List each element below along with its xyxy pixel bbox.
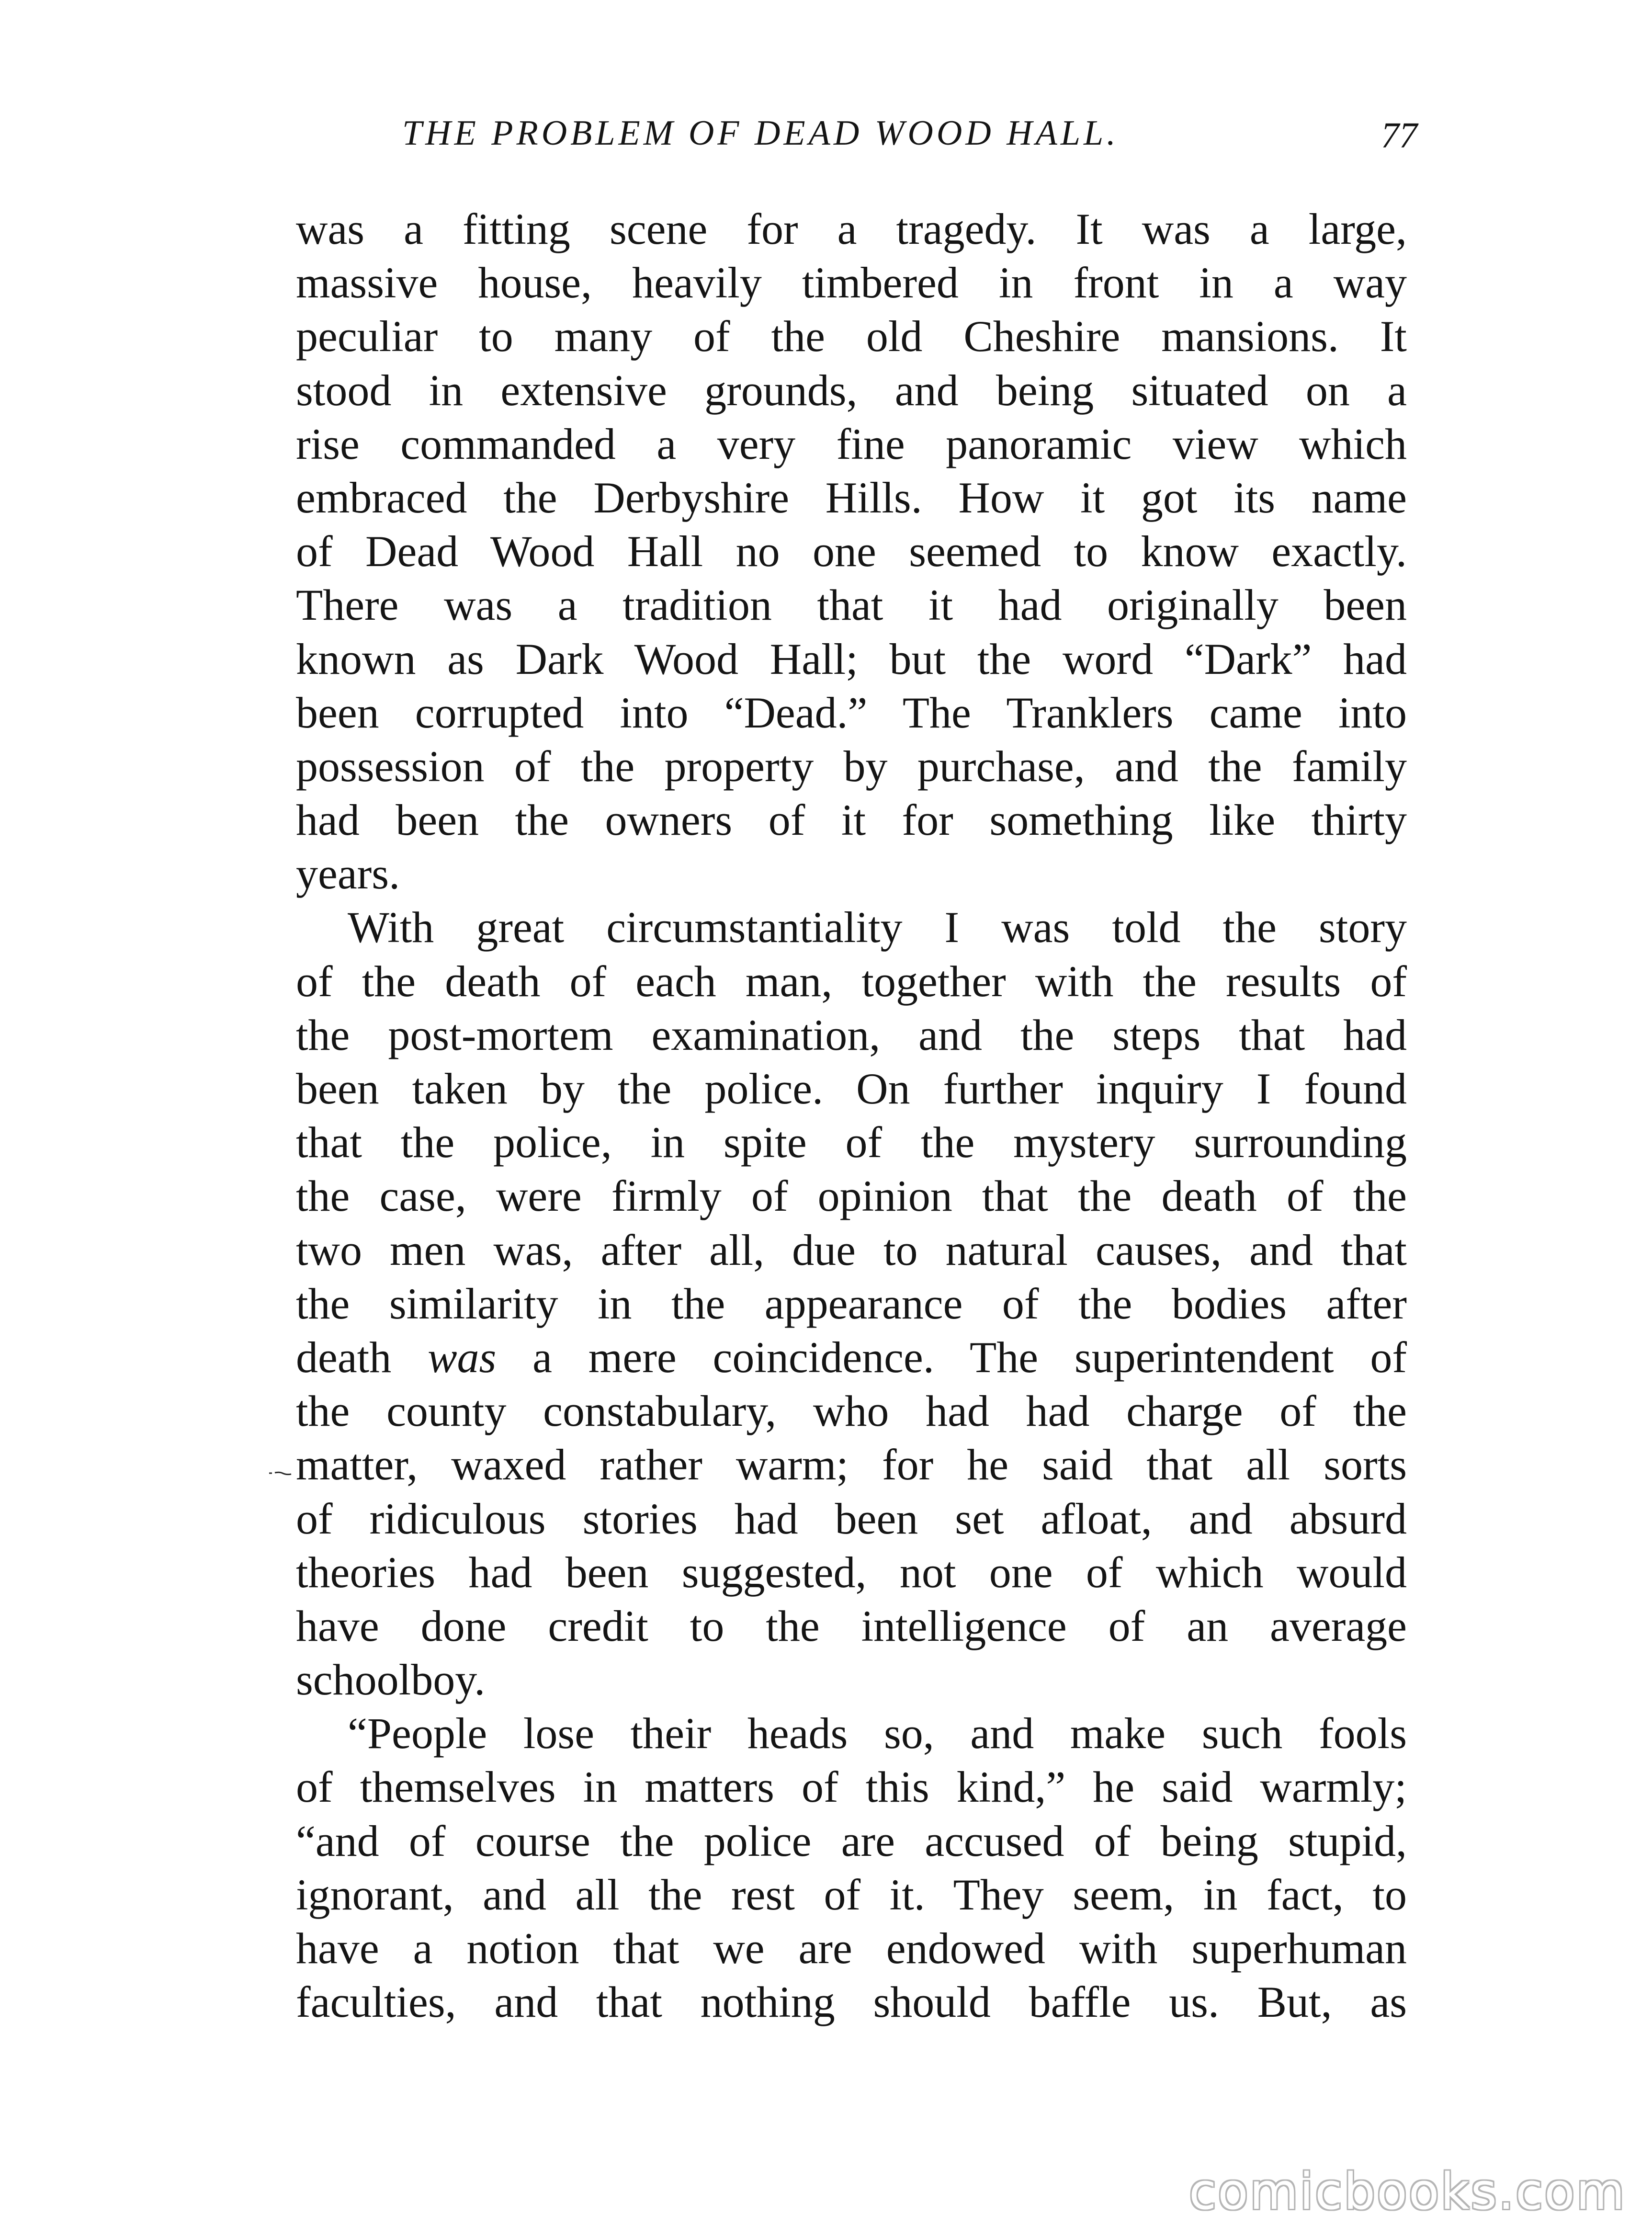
text-line: possession of the property by purchase, and the family <box>296 741 1407 791</box>
text-line: stood in extensive grounds, and being situated on a <box>296 365 1407 415</box>
text-line: have a notion that we are endowed with superhuman <box>296 1924 1407 1973</box>
text-line: had been the owners of it for something like thirty <box>296 795 1407 845</box>
text-line: of themselves in matters of this kind,” he said warmly; <box>296 1762 1407 1812</box>
italic-emphasis: was <box>428 1332 497 1382</box>
text-line: massive house, heavily timbered in front in a way <box>296 258 1407 307</box>
text-line: the similarity in the appearance of the bodies after <box>296 1279 1407 1328</box>
watermark-logo: comicbooks.com <box>1188 2162 1626 2221</box>
text-line: been corrupted into “Dead.” The Tranklers came into <box>296 688 1407 737</box>
text-line: of Dead Wood Hall no one seemed to know exactly. <box>296 527 1407 576</box>
text-line: two men was, after all, due to natural causes, and that <box>296 1225 1407 1274</box>
text-line: of the death of each man, together with the results of <box>296 956 1407 1006</box>
running-title: THE PROBLEM OF DEAD WOOD HALL. <box>402 114 1119 153</box>
text-line: rise commanded a very fine panoramic view which <box>296 419 1407 468</box>
text-line: the post-mortem examination, and the steps that had <box>296 1010 1407 1059</box>
text-line: have done credit to the intelligence of an average <box>296 1601 1407 1650</box>
text-segment: death <box>296 1332 392 1382</box>
text-segment: a mere coincidence. The superintendent of <box>532 1332 1407 1382</box>
text-line: There was a tradition that it had originally been <box>296 580 1407 630</box>
body-text <box>296 202 1407 2029</box>
paragraph-end-line: years. <box>296 849 400 898</box>
text-line: been taken by the police. On further inquiry I found <box>296 1064 1407 1113</box>
text-line: of ridiculous stories had been set afloat, and absurd <box>296 1494 1407 1543</box>
paragraph-start-line: With great circumstantiality I was told the story <box>348 903 1407 952</box>
text-line: known as Dark Wood Hall; but the word “Dark” had <box>296 634 1407 683</box>
text-line: that the police, in spite of the mystery surrounding <box>296 1118 1407 1167</box>
paragraph-end-line: schoolboy. <box>296 1655 486 1704</box>
text-line: faculties, and that nothing should baffle us. But, as <box>296 1977 1407 2027</box>
paragraph-start-line: “People lose their heads so, and make such fools <box>348 1709 1407 1758</box>
page-number: 77 <box>1381 115 1417 156</box>
text-line: was a fitting scene for a tragedy. It was a large, <box>296 205 1407 253</box>
text-line: matter, waxed rather warm; for he said that all sorts <box>296 1440 1407 1489</box>
running-head <box>402 113 1417 166</box>
text-line: ignorant, and all the rest of it. They seem, in fact, to <box>296 1870 1407 1919</box>
text-line: theories had been suggested, not one of which would <box>296 1547 1407 1597</box>
text-line: embraced the Derbyshire Hills. How it got its name <box>296 473 1407 522</box>
margin-mark <box>268 1471 292 1476</box>
text-line-with-emphasis <box>296 1330 1407 1384</box>
text-line: the case, were firmly of opinion that the death of the <box>296 1171 1407 1221</box>
text-line: peculiar to many of the old Cheshire mansions. It <box>296 312 1407 361</box>
text-line: the county constabulary, who had had charge of the <box>296 1386 1407 1436</box>
text-line: “and of course the police are accused of being stupid, <box>296 1816 1407 1865</box>
